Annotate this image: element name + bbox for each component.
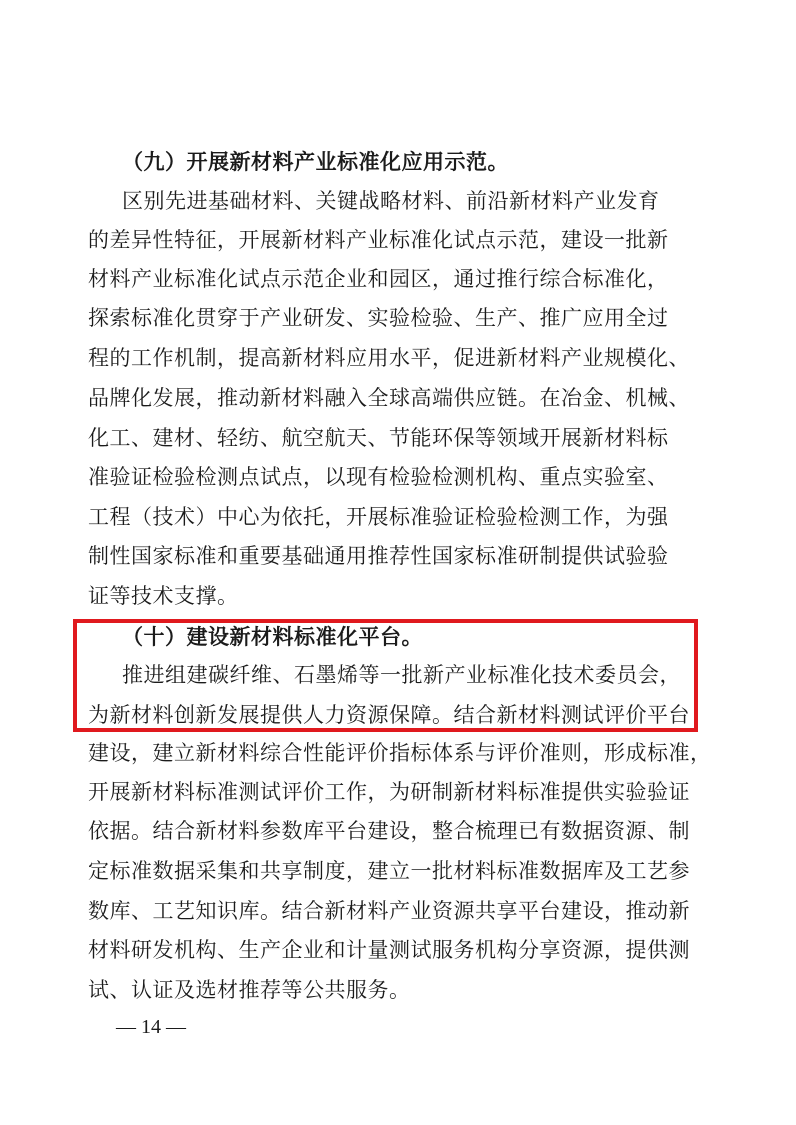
section-nine-line: 证等技术支撑。: [88, 584, 239, 608]
section-ten-line: 定标准数据采集和共享制度，建立一批材料标准数据库及工艺参: [88, 859, 690, 883]
section-nine-heading: （九）开展新材料产业标准化应用示范。: [122, 149, 509, 174]
section-nine-line: 区别先进基础材料、关键战略材料、前沿新材料产业发育: [122, 189, 660, 213]
section-ten-line: 开展新材料标准测试评价工作，为研制新材料标准提供实验验证: [88, 780, 690, 804]
section-nine-line: 制性国家标准和重要基础通用推荐性国家标准研制提供试验验: [88, 544, 669, 568]
section-ten-heading: （十）建设新材料标准化平台。: [122, 624, 423, 649]
section-ten-line: 材料研发机构、生产企业和计量测试服务机构分享资源，提供测: [88, 938, 690, 962]
section-nine-line: 化工、建材、轻纺、航空航天、节能环保等领域开展新材料标: [88, 426, 669, 450]
section-ten-line: 建设，建立新材料综合性能评价指标体系与评价准则，形成标准，: [88, 741, 712, 765]
section-nine-line: 的差异性特征，开展新材料产业标准化试点示范，建设一批新: [88, 228, 669, 252]
page-number: — 14 —: [116, 1016, 186, 1038]
section-nine-line: 准验证检验检测点试点，以现有检验检测机构、重点实验室、: [88, 465, 669, 489]
section-nine-line: 探索标准化贯穿于产业研发、实验检验、生产、推广应用全过: [88, 306, 669, 330]
section-ten-line: 为新材料创新发展提供人力资源保障。结合新材料测试评价平台: [88, 703, 690, 727]
section-ten-line: 数库、工艺知识库。结合新材料产业资源共享平台建设，推动新: [88, 899, 690, 923]
section-nine-line: 材料产业标准化试点示范企业和园区，通过推行综合标准化，: [88, 267, 669, 291]
section-ten-line: 试、认证及选材推荐等公共服务。: [88, 978, 411, 1002]
section-ten-line: 推进组建碳纤维、石墨烯等一批新产业标准化技术委员会，: [122, 663, 681, 687]
section-nine-line: 程的工作机制，提高新材料应用水平，促进新材料产业规模化、: [88, 346, 690, 370]
section-ten-line: 依据。结合新材料参数库平台建设，整合梳理已有数据资源、制: [88, 819, 690, 843]
section-nine-line: 工程（技术）中心为依托，开展标准验证检验检测工作，为强: [88, 505, 669, 529]
section-nine-line: 品牌化发展，推动新材料融入全球高端供应链。在冶金、机械、: [88, 386, 690, 410]
